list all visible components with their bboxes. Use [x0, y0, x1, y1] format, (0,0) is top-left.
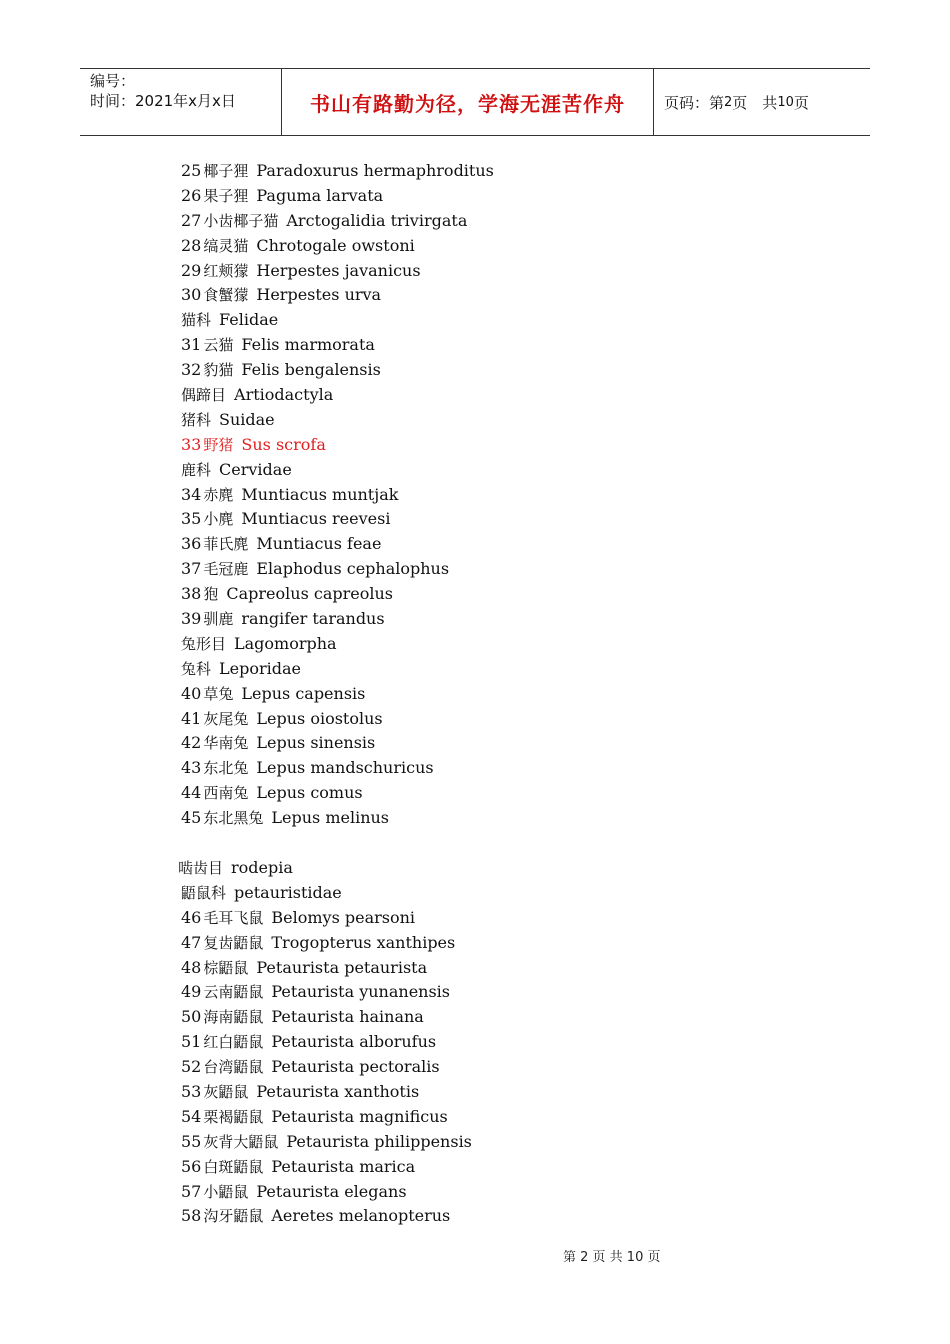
chinese-name: 台湾鼯鼠	[203, 1058, 264, 1077]
latin-name: Felis bengalensis	[241, 360, 381, 380]
latin-name: rangifer tarandus	[241, 609, 385, 629]
entry-number: 57	[181, 1181, 202, 1201]
entry-number: 44	[181, 783, 202, 803]
entry-number: 48	[181, 957, 202, 977]
latin-name: Elaphodus cephalophus	[256, 559, 450, 579]
latin-name: Paguma larvata	[256, 185, 384, 205]
latin-name: Muntiacus reevesi	[241, 509, 391, 529]
latin-name: Petaurista petaurista	[256, 957, 428, 977]
latin-name: Petaurista alborufus	[271, 1032, 437, 1052]
entry-number: 30	[181, 285, 202, 305]
taxon-heading	[178, 856, 741, 881]
chinese-name: 西南兔	[203, 784, 249, 803]
latin-name: Sus scrofa	[241, 434, 326, 454]
entry-number: 39	[181, 609, 202, 629]
chinese-name: 小麂	[203, 510, 234, 529]
species-entry	[181, 1080, 741, 1105]
latin-name: Lepus mandschuricus	[256, 758, 434, 778]
entry-number: 45	[181, 808, 202, 828]
species-entry	[181, 1180, 741, 1205]
species-entry	[181, 1105, 741, 1130]
species-entry	[181, 1155, 741, 1180]
entry-number: 41	[181, 708, 202, 728]
entry-number: 54	[181, 1106, 202, 1126]
entry-number: 37	[181, 559, 202, 579]
latin-name: Muntiacus feae	[256, 534, 382, 554]
blank-line	[181, 831, 741, 856]
latin-name: rodepia	[231, 857, 293, 877]
species-entry	[181, 433, 741, 458]
entry-number: 58	[181, 1206, 202, 1226]
page-mid: 页 共	[732, 93, 778, 112]
species-entry	[181, 1130, 741, 1155]
species-entry	[181, 1005, 741, 1030]
latin-name: Capreolus capreolus	[226, 584, 393, 604]
species-entry	[181, 1055, 741, 1080]
chinese-name: 东北黑兔	[203, 809, 264, 828]
latin-name: Cervidae	[219, 459, 292, 479]
entry-number: 56	[181, 1156, 202, 1176]
chinese-name: 猪科	[181, 410, 212, 429]
species-entry	[181, 806, 741, 831]
latin-name: Petaurista pectoralis	[271, 1057, 440, 1077]
species-entry	[181, 234, 741, 259]
latin-name: Artiodactyla	[234, 385, 334, 405]
chinese-name: 小鼯鼠	[203, 1182, 249, 1201]
page-label: 页码：第	[664, 93, 725, 112]
chinese-name: 红白鼯鼠	[203, 1033, 264, 1052]
entry-number: 51	[181, 1032, 202, 1052]
latin-name: Paradoxurus hermaphroditus	[256, 161, 494, 180]
entry-number: 26	[181, 185, 202, 205]
entry-number: 25	[181, 161, 202, 180]
chinese-name: 白斑鼯鼠	[203, 1157, 264, 1176]
species-entry	[181, 906, 741, 931]
chinese-name: 偶蹄目	[181, 386, 227, 405]
latin-name: petauristidae	[234, 882, 342, 902]
species-entry	[181, 931, 741, 956]
chinese-name: 椰子狸	[203, 162, 249, 180]
latin-name: Muntiacus muntjak	[241, 484, 399, 504]
chinese-name: 驯鹿	[203, 610, 234, 629]
species-entry	[181, 209, 741, 234]
chinese-name: 豹猫	[203, 361, 234, 380]
entry-number: 40	[181, 683, 202, 703]
header-motto-cell	[282, 69, 654, 135]
entry-number: 55	[181, 1131, 202, 1151]
chinese-name: 野猪	[203, 435, 234, 454]
species-entry	[181, 1030, 741, 1055]
species-entry	[181, 557, 741, 582]
entry-number: 46	[181, 907, 202, 927]
species-entry	[181, 682, 741, 707]
chinese-name: 兔科	[181, 659, 212, 678]
latin-name: Lepus capensis	[241, 683, 366, 703]
entry-number: 28	[181, 235, 202, 255]
species-entry	[181, 756, 741, 781]
latin-name: Herpestes urva	[256, 285, 382, 305]
entry-number: 53	[181, 1081, 202, 1101]
page-footer: 第 2 页 共 10 页	[563, 1250, 661, 1265]
latin-name: Suidae	[219, 409, 275, 429]
latin-name: Belomys pearsoni	[271, 907, 416, 927]
species-entry	[181, 1204, 741, 1229]
species-entry	[181, 731, 741, 756]
latin-name: Petaurista marica	[271, 1156, 416, 1176]
latin-name: Lepus sinensis	[256, 733, 376, 753]
latin-name: Leporidae	[219, 658, 301, 678]
chinese-name: 红颊獴	[203, 261, 249, 280]
page-number: 2	[724, 94, 733, 110]
species-entry	[181, 483, 741, 508]
entry-number: 27	[181, 210, 202, 230]
latin-name: Petaurista magnificus	[271, 1106, 448, 1126]
entry-number: 38	[181, 584, 202, 604]
chinese-name: 菲氏麂	[203, 535, 249, 554]
latin-name: Arctogalidia trivirgata	[286, 210, 468, 230]
species-entry	[181, 532, 741, 557]
chinese-name: 果子狸	[203, 186, 249, 205]
header-page-cell	[654, 69, 870, 135]
chinese-name: 复齿鼯鼠	[203, 933, 264, 952]
latin-name: Herpestes javanicus	[256, 260, 421, 280]
latin-name: Aeretes melanopterus	[271, 1206, 451, 1226]
entry-number: 52	[181, 1057, 202, 1077]
entry-number: 33	[181, 434, 202, 454]
species-entry	[181, 259, 741, 284]
entry-number: 36	[181, 534, 202, 554]
page-header	[80, 68, 870, 136]
chinese-name: 食蟹獴	[203, 286, 249, 305]
taxon-heading	[181, 308, 741, 333]
chinese-name: 小齿椰子猫	[203, 211, 279, 230]
chinese-name: 棕鼯鼠	[203, 958, 249, 977]
taxon-heading	[181, 632, 741, 657]
taxon-heading	[181, 458, 741, 483]
latin-name: Felis marmorata	[241, 335, 375, 355]
latin-name: Felidae	[219, 310, 279, 330]
page-end: 页	[793, 93, 809, 112]
chinese-name: 灰鼯鼠	[203, 1082, 249, 1101]
chinese-name: 狍	[203, 585, 219, 604]
latin-name: Lepus melinus	[271, 808, 390, 828]
species-entry	[181, 358, 741, 383]
species-entry	[181, 956, 741, 981]
chinese-name: 灰背大鼯鼠	[203, 1132, 279, 1151]
time-label: 时间：2021年x月x日	[90, 92, 236, 110]
entry-number: 42	[181, 733, 202, 753]
latin-name: Petaurista hainana	[271, 1007, 424, 1027]
chinese-name: 鹿科	[181, 460, 212, 479]
species-entry	[181, 582, 741, 607]
chinese-name: 草兔	[203, 684, 234, 703]
latin-name: Lepus comus	[256, 783, 363, 803]
entry-number: 34	[181, 484, 202, 504]
taxon-heading	[181, 383, 741, 408]
latin-name: Lagomorpha	[234, 633, 337, 653]
chinese-name: 栗褐鼯鼠	[203, 1107, 264, 1126]
species-entry	[181, 184, 741, 209]
latin-name: Petaurista elegans	[256, 1181, 407, 1201]
chinese-name: 海南鼯鼠	[203, 1008, 264, 1027]
latin-name: Petaurista xanthotis	[256, 1081, 420, 1101]
taxon-heading	[181, 881, 741, 906]
taxon-heading	[181, 408, 741, 433]
species-entry	[181, 333, 741, 358]
chinese-name: 鼯鼠科	[181, 883, 227, 902]
latin-name: Chrotogale owstoni	[256, 235, 415, 255]
latin-name: Trogopterus xanthipes	[271, 932, 456, 952]
chinese-name: 东北兔	[203, 759, 249, 778]
species-entry	[181, 159, 741, 184]
chinese-name: 云南鼯鼠	[203, 983, 264, 1002]
entry-number: 32	[181, 360, 202, 380]
entry-number: 49	[181, 982, 202, 1002]
latin-name: Lepus oiostolus	[256, 708, 383, 728]
species-entry	[181, 507, 741, 532]
latin-name: Petaurista philippensis	[286, 1131, 472, 1151]
chinese-name: 啮齿目	[178, 858, 224, 877]
page-total: 10	[777, 94, 794, 110]
chinese-name: 沟牙鼯鼠	[203, 1207, 264, 1226]
number-label: 编号：	[90, 72, 136, 90]
entry-number: 43	[181, 758, 202, 778]
latin-name: Petaurista yunanensis	[271, 982, 450, 1002]
chinese-name: 灰尾兔	[203, 709, 249, 728]
species-entry	[181, 283, 741, 308]
entry-number: 35	[181, 509, 202, 529]
header-meta-cell	[80, 69, 282, 135]
chinese-name: 赤麂	[203, 485, 234, 504]
chinese-name: 缟灵猫	[203, 236, 249, 255]
chinese-name: 云猫	[203, 336, 234, 355]
species-entry	[181, 781, 741, 806]
chinese-name: 毛冠鹿	[203, 560, 249, 579]
entry-number: 47	[181, 932, 202, 952]
species-entry	[181, 980, 741, 1005]
entry-number: 31	[181, 335, 202, 355]
species-list	[178, 159, 741, 1229]
entry-number: 29	[181, 260, 202, 280]
motto: 书山有路勤为径，学海无涯苦作舟	[310, 91, 625, 116]
species-entry	[181, 707, 741, 732]
chinese-name: 华南兔	[203, 734, 249, 753]
chinese-name: 兔形目	[181, 634, 227, 653]
species-entry	[181, 607, 741, 632]
chinese-name: 猫科	[181, 311, 212, 330]
chinese-name: 毛耳飞鼠	[203, 908, 264, 927]
taxon-heading	[181, 657, 741, 682]
entry-number: 50	[181, 1007, 202, 1027]
